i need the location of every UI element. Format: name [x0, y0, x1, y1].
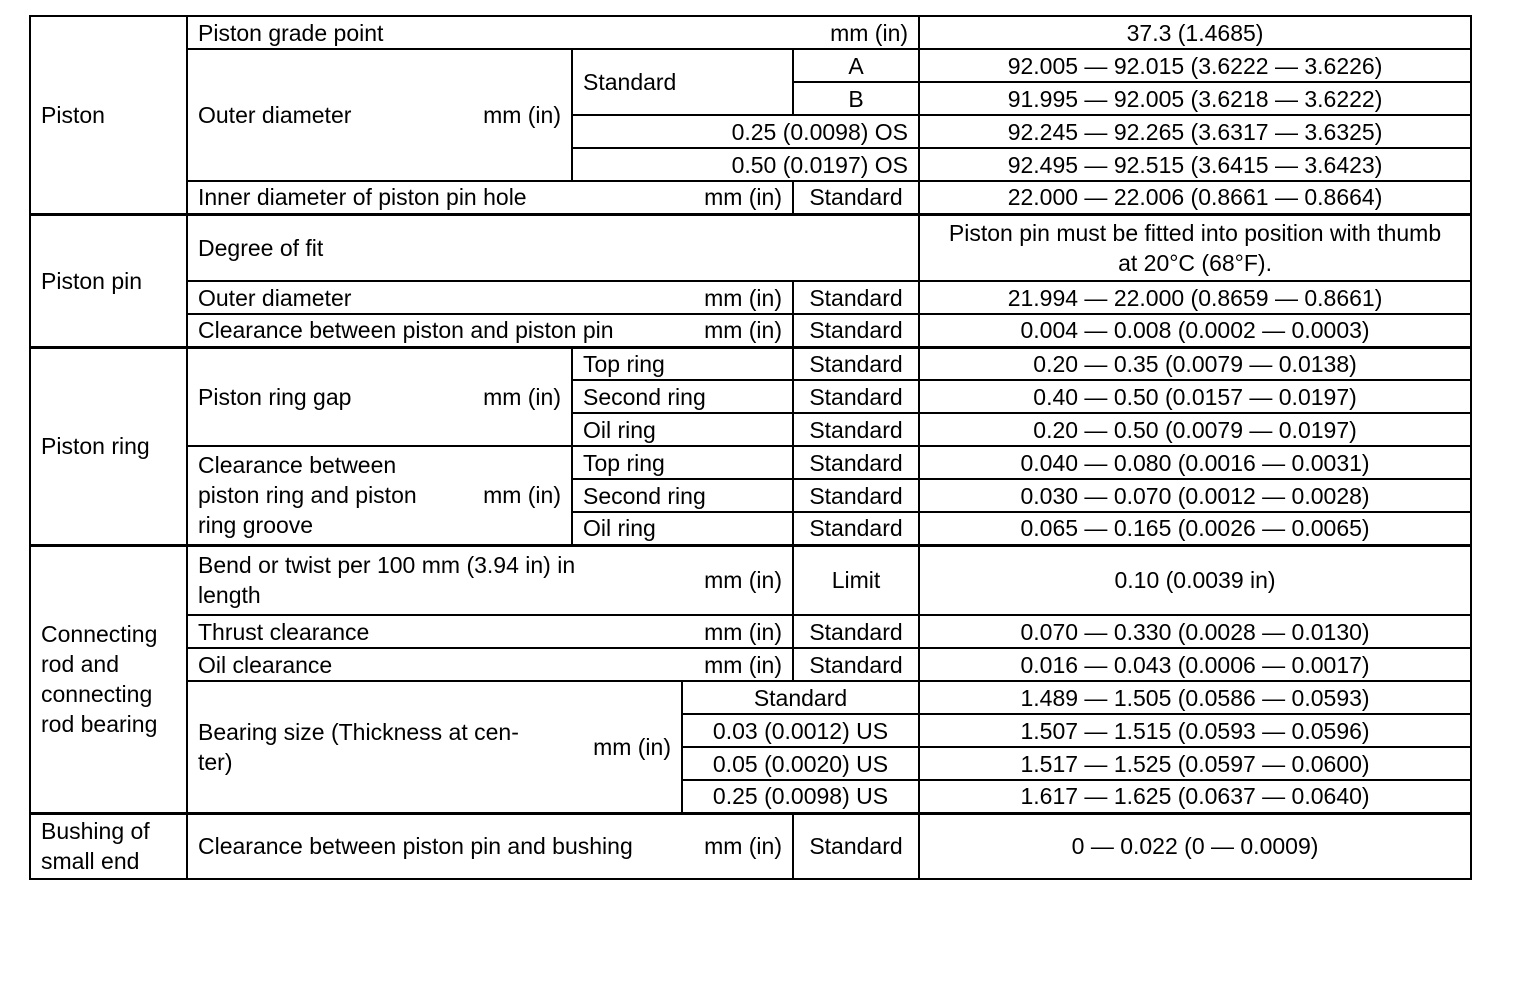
ring-value: 0.20 — 0.35 (0.0079 — 0.0138): [919, 347, 1471, 380]
ring-name: Second ring: [572, 479, 793, 512]
pin-outer-diameter-type: Standard: [793, 281, 919, 314]
unit-label: mm (in): [704, 567, 782, 594]
pin-outer-diameter-label: Outer diameter mm (in): [187, 281, 793, 314]
unit-label: mm (in): [483, 482, 561, 509]
unit-label: mm (in): [830, 19, 909, 46]
pin-hole-value: 22.000 — 22.006 (0.8661 — 0.8664): [919, 181, 1471, 214]
bend-label: Bend or twist per 100 mm (3.94 in) in length mm (in): [187, 545, 793, 615]
ring-gap-label: Piston ring gap mm (in): [187, 347, 572, 446]
unit-label: mm (in): [483, 383, 561, 410]
unit-label: mm (in): [704, 618, 782, 645]
piston-outer-diameter-label: Outer diameter mm (in): [187, 49, 572, 181]
unit-label: mm (in): [593, 733, 671, 760]
ring-type: Standard: [793, 479, 919, 512]
ring-type: Standard: [793, 512, 919, 545]
pin-clearance-value: 0.004 — 0.008 (0.0002 — 0.0003): [919, 314, 1471, 347]
grade-b-value: 91.995 — 92.005 (3.6218 — 3.6222): [919, 82, 1471, 115]
ring-value: 0.065 — 0.165 (0.0026 — 0.0065): [919, 512, 1471, 545]
ring-type: Standard: [793, 380, 919, 413]
ring-value: 0.40 — 0.50 (0.0157 — 0.0197): [919, 380, 1471, 413]
unit-label: mm (in): [704, 833, 782, 860]
bearing-value: 1.489 — 1.505 (0.0586 — 0.0593): [919, 681, 1471, 714]
unit-label: mm (in): [704, 184, 782, 211]
section-piston: Piston: [30, 16, 187, 214]
oil-clearance-label: Oil clearance mm (in): [187, 648, 793, 681]
thrust-type: Standard: [793, 615, 919, 648]
os-050-label: 0.50 (0.0197) OS: [572, 148, 919, 181]
ring-value: 0.030 — 0.070 (0.0012 — 0.0028): [919, 479, 1471, 512]
pin-hole-type: Standard: [793, 181, 919, 214]
bend-value: 0.10 (0.0039 in): [919, 545, 1471, 615]
bushing-clearance-label: Clearance between piston pin and bushing mm (in): [187, 813, 793, 879]
grade-b-label: B: [793, 82, 919, 115]
ring-name: Oil ring: [572, 413, 793, 446]
ring-name: Second ring: [572, 380, 793, 413]
section-piston-ring: Piston ring: [30, 347, 187, 545]
ring-value: 0.040 — 0.080 (0.0016 — 0.0031): [919, 446, 1471, 479]
pin-clearance-type: Standard: [793, 314, 919, 347]
table-row: [30, 545, 1471, 615]
ring-type: Standard: [793, 446, 919, 479]
table-row: [30, 16, 1471, 49]
oil-clearance-type: Standard: [793, 648, 919, 681]
bearing-size: 0.03 (0.0012) US: [682, 714, 919, 747]
os-025-label: 0.25 (0.0098) OS: [572, 115, 919, 148]
ring-type: Standard: [793, 413, 919, 446]
bearing-size: 0.05 (0.0020) US: [682, 747, 919, 780]
bearing-size: 0.25 (0.0098) US: [682, 780, 919, 813]
ring-name: Oil ring: [572, 512, 793, 545]
table-row: [30, 615, 1471, 648]
degree-of-fit-label: Degree of fit: [187, 214, 919, 281]
table-row: [30, 648, 1471, 681]
unit-label: mm (in): [483, 102, 561, 128]
ring-value: 0.20 — 0.50 (0.0079 — 0.0197): [919, 413, 1471, 446]
grade-a-label: A: [793, 49, 919, 82]
unit-label: mm (in): [704, 317, 782, 344]
os-025-value: 92.245 — 92.265 (3.6317 — 3.6325): [919, 115, 1471, 148]
bearing-size-label: Bearing size (Thickness at cen- ter) mm (in): [187, 681, 682, 813]
pin-hole-label: Inner diameter of piston pin hole mm (in): [187, 181, 793, 214]
unit-label: mm (in): [704, 651, 782, 678]
groove-clearance-label: Clearance between piston ring and piston ring groove mm (in): [187, 446, 572, 545]
ring-name: Top ring: [572, 446, 793, 479]
table-row: [30, 347, 1471, 380]
degree-of-fit-value: Piston pin must be fitted into position with thumb at 20°C (68°F).: [919, 214, 1471, 281]
table-row: [30, 281, 1471, 314]
ring-name: Top ring: [572, 347, 793, 380]
thrust-label: Thrust clearance mm (in): [187, 615, 793, 648]
piston-standard-label: Standard: [572, 49, 793, 115]
section-bushing: Bushing of small end: [30, 813, 187, 879]
bushing-clearance-type: Standard: [793, 813, 919, 879]
bearing-value: 1.617 — 1.625 (0.0637 — 0.0640): [919, 780, 1471, 813]
section-connecting-rod: Connecting rod and connecting rod bearing: [30, 545, 187, 813]
unit-label: mm (in): [704, 284, 782, 311]
grade-a-value: 92.005 — 92.015 (3.6222 — 3.6226): [919, 49, 1471, 82]
bearing-size: Standard: [682, 681, 919, 714]
oil-clearance-value: 0.016 — 0.043 (0.0006 — 0.0017): [919, 648, 1471, 681]
table-row: [30, 314, 1471, 347]
table-row: [30, 214, 1471, 281]
thrust-value: 0.070 — 0.330 (0.0028 — 0.0130): [919, 615, 1471, 648]
piston-grade-point-label: Piston grade point mm (in): [187, 16, 919, 49]
piston-specs-table: [29, 15, 1472, 880]
bearing-value: 1.507 — 1.515 (0.0593 — 0.0596): [919, 714, 1471, 747]
table-row: [30, 681, 1471, 714]
os-050-value: 92.495 — 92.515 (3.6415 — 3.6423): [919, 148, 1471, 181]
bend-type: Limit: [793, 545, 919, 615]
piston-grade-point-value: 37.3 (1.4685): [919, 16, 1471, 49]
ring-type: Standard: [793, 347, 919, 380]
table-row: [30, 49, 1471, 82]
bearing-value: 1.517 — 1.525 (0.0597 — 0.0600): [919, 747, 1471, 780]
pin-outer-diameter-value: 21.994 — 22.000 (0.8659 — 0.8661): [919, 281, 1471, 314]
pin-clearance-label: Clearance between piston and piston pin mm (in): [187, 314, 793, 347]
table-row: [30, 813, 1471, 879]
table-row: [30, 181, 1471, 214]
section-piston-pin: Piston pin: [30, 214, 187, 347]
table-row: [30, 446, 1471, 479]
bushing-clearance-value: 0 — 0.022 (0 — 0.0009): [919, 813, 1471, 879]
